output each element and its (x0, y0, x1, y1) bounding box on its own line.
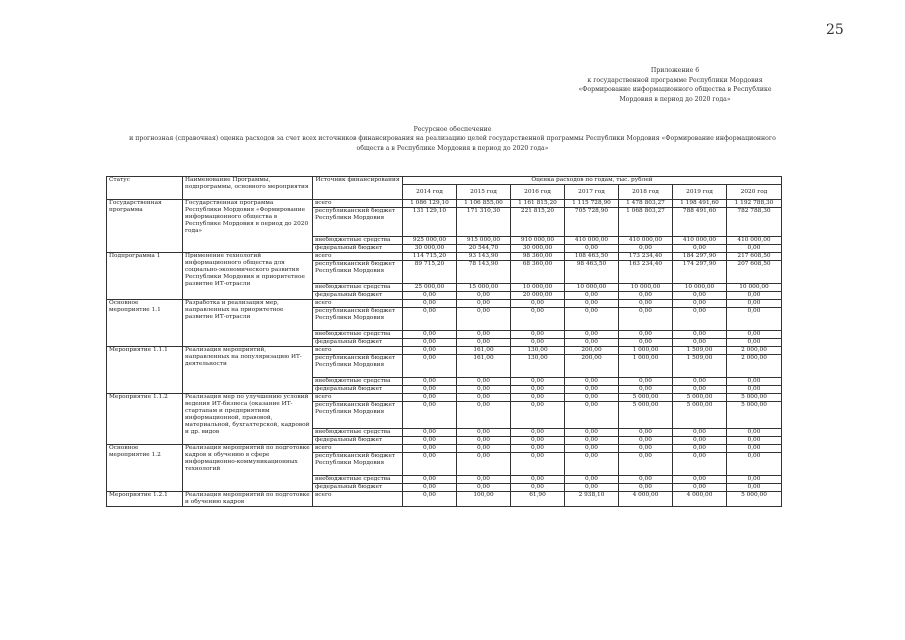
row-value: 5 000,00 (727, 394, 782, 402)
row-value: 0,00 (511, 378, 565, 386)
table-row (107, 492, 782, 507)
row-value: 10 000,00 (511, 284, 565, 292)
row-value: 0,00 (565, 292, 619, 300)
row-value: 0,00 (457, 429, 511, 437)
row-value: 0,00 (403, 445, 457, 453)
row-value: 0,00 (511, 339, 565, 347)
row-value: 130,00 (511, 355, 565, 378)
row-value: 25 000,00 (403, 284, 457, 292)
row-value: 217 608,50 (727, 253, 782, 261)
row-value: 15 000,00 (457, 284, 511, 292)
row-status: Мероприятие 1.1.1 (107, 347, 183, 394)
row-value: 0,00 (565, 245, 619, 253)
year-header: 2019 год (673, 185, 727, 200)
appendix-note (560, 66, 790, 104)
page-number: 25 (826, 22, 844, 38)
row-name: Реализация мер по улучшению условий ведения ИТ-бизнеса (оказание ИТ-стартапам и предприятиям информационной, правовой, материальной, бухгалтерской, кадровой и др. видов (183, 394, 313, 445)
row-value: 0,00 (565, 331, 619, 339)
row-value: 925 000,00 (403, 237, 457, 245)
row-value: 161,00 (457, 355, 511, 378)
resource-table (106, 176, 782, 507)
row-source: всего (313, 445, 403, 453)
row-source: республиканский бюджет Республики Мордовия (313, 355, 403, 378)
row-value: 0,00 (511, 394, 565, 402)
row-value: 0,00 (727, 386, 782, 394)
row-source: федеральный бюджет (313, 386, 403, 394)
row-value: 0,00 (403, 347, 457, 355)
row-value: 0,00 (403, 437, 457, 445)
row-value: 0,00 (511, 402, 565, 429)
year-header: 2014 год (403, 185, 457, 200)
row-value: 114 715,20 (403, 253, 457, 261)
table-row (107, 445, 782, 453)
row-value: 0,00 (565, 453, 619, 476)
row-value: 10 000,00 (565, 284, 619, 292)
row-value: 5 000,00 (619, 394, 673, 402)
row-value: 0,00 (511, 437, 565, 445)
row-value: 910 000,00 (511, 237, 565, 245)
row-source: внебюджетные средства (313, 378, 403, 386)
row-value: 0,00 (673, 445, 727, 453)
row-value: 0,00 (619, 484, 673, 492)
row-value: 30 000,00 (403, 245, 457, 253)
row-value: 1 478 803,27 (619, 200, 673, 208)
header-name: Наименование Программы, подпрограммы, основного мероприятия (183, 177, 313, 200)
row-value: 0,00 (619, 339, 673, 347)
row-value: 0,00 (673, 437, 727, 445)
row-value: 0,00 (403, 292, 457, 300)
row-source: федеральный бюджет (313, 437, 403, 445)
row-value: 4 000,00 (673, 492, 727, 507)
table-row (107, 253, 782, 261)
row-value: 0,00 (511, 386, 565, 394)
row-source: республиканский бюджет Республики Мордовия (313, 453, 403, 476)
row-value: 0,00 (511, 484, 565, 492)
row-value: 0,00 (403, 476, 457, 484)
row-value: 1 115 728,90 (565, 200, 619, 208)
row-value: 0,00 (673, 429, 727, 437)
row-value: 174 297,90 (673, 261, 727, 284)
row-value: 0,00 (673, 484, 727, 492)
row-value: 0,00 (457, 453, 511, 476)
row-value: 1 086 129,10 (403, 200, 457, 208)
row-value: 0,00 (727, 292, 782, 300)
row-value: 0,00 (565, 394, 619, 402)
row-source: внебюджетные средства (313, 429, 403, 437)
row-source: всего (313, 200, 403, 208)
row-source: всего (313, 347, 403, 355)
row-value: 161,00 (457, 347, 511, 355)
row-source: всего (313, 492, 403, 507)
row-value: 1 509,00 (673, 355, 727, 378)
row-value: 0,00 (565, 308, 619, 331)
row-value: 5 000,00 (619, 402, 673, 429)
year-header: 2018 год (619, 185, 673, 200)
row-value: 1 106 855,00 (457, 200, 511, 208)
row-source: республиканский бюджет Республики Мордовия (313, 308, 403, 331)
row-value: 108 463,50 (565, 253, 619, 261)
row-source: республиканский бюджет Республики Мордовия (313, 402, 403, 429)
row-value: 0,00 (727, 245, 782, 253)
row-value: 0,00 (673, 453, 727, 476)
row-value: 0,00 (727, 484, 782, 492)
row-source: федеральный бюджет (313, 484, 403, 492)
row-source: внебюджетные средства (313, 331, 403, 339)
row-value: 0,00 (727, 308, 782, 331)
row-source: федеральный бюджет (313, 245, 403, 253)
table-row (107, 300, 782, 308)
row-value: 0,00 (673, 300, 727, 308)
appendix-line: «Формирование информационного общества в Республике (578, 86, 772, 94)
row-value: 1 198 491,60 (673, 200, 727, 208)
document-title (100, 125, 805, 153)
row-value: 410 000,00 (565, 237, 619, 245)
year-header: 2017 год (565, 185, 619, 200)
year-header: 2016 год (511, 185, 565, 200)
row-value: 184 297,90 (673, 253, 727, 261)
row-value: 410 000,00 (673, 237, 727, 245)
row-value: 1 000,00 (619, 355, 673, 378)
row-value: 410 000,00 (619, 237, 673, 245)
row-value: 0,00 (619, 437, 673, 445)
row-value: 0,00 (727, 300, 782, 308)
row-value: 0,00 (457, 331, 511, 339)
row-value: 68 360,00 (511, 261, 565, 284)
row-value: 131 129,10 (403, 208, 457, 237)
row-value: 0,00 (565, 437, 619, 445)
row-value: 0,00 (565, 476, 619, 484)
row-value: 5 000,00 (673, 402, 727, 429)
row-value: 0,00 (619, 445, 673, 453)
row-value: 20 000,00 (511, 292, 565, 300)
row-value: 0,00 (457, 339, 511, 347)
row-value: 0,00 (457, 386, 511, 394)
row-value: 171 310,30 (457, 208, 511, 237)
row-value: 0,00 (727, 378, 782, 386)
row-value: 30 000,00 (511, 245, 565, 253)
row-value: 0,00 (619, 300, 673, 308)
row-value: 2 000,00 (727, 355, 782, 378)
row-value: 0,00 (673, 245, 727, 253)
row-source: внебюджетные средства (313, 237, 403, 245)
row-value: 0,00 (727, 331, 782, 339)
row-value: 0,00 (565, 339, 619, 347)
title-line: и прогнозная (справочная) оценка расходов за счет всех источников финансирования на реализацию целей государственной программы Республики Мордовия «Формирование информационного (129, 135, 776, 143)
header-source: Источник финансирования (313, 177, 403, 200)
row-value: 0,00 (403, 355, 457, 378)
row-value: 782 788,30 (727, 208, 782, 237)
row-value: 0,00 (727, 429, 782, 437)
year-header: 2020 год (727, 185, 782, 200)
row-value: 0,00 (565, 386, 619, 394)
row-source: всего (313, 253, 403, 261)
row-value: 100,00 (457, 492, 511, 507)
table-row (107, 394, 782, 402)
row-value: 0,00 (619, 378, 673, 386)
header-status: Статус (107, 177, 183, 200)
row-source: республиканский бюджет Республики Мордовия (313, 208, 403, 237)
row-value: 4 000,00 (619, 492, 673, 507)
row-value: 0,00 (403, 429, 457, 437)
table-row (107, 347, 782, 355)
row-value: 0,00 (673, 378, 727, 386)
row-value: 2 938,10 (565, 492, 619, 507)
row-value: 0,00 (511, 308, 565, 331)
row-value: 0,00 (403, 378, 457, 386)
row-value: 0,00 (565, 429, 619, 437)
row-status: Основное мероприятие 1.1 (107, 300, 183, 347)
row-value: 0,00 (673, 386, 727, 394)
appendix-line: Приложение 6 (650, 67, 700, 74)
title-line: обществ а в Республике Мордовия в период до 2020 года» (356, 144, 549, 152)
row-value: 200,00 (565, 355, 619, 378)
row-source: внебюджетные средства (313, 284, 403, 292)
row-value: 0,00 (511, 445, 565, 453)
row-value: 0,00 (457, 445, 511, 453)
row-value: 20 544,70 (457, 245, 511, 253)
row-value: 0,00 (403, 308, 457, 331)
row-value: 0,00 (565, 484, 619, 492)
row-name: Реализация мероприятий по подготовке и обучению кадров (183, 492, 313, 507)
row-source: федеральный бюджет (313, 292, 403, 300)
row-value: 163 234,40 (619, 261, 673, 284)
row-value: 0,00 (565, 445, 619, 453)
row-source: внебюджетные средства (313, 476, 403, 484)
row-value: 93 143,90 (457, 253, 511, 261)
row-name: Реализация мероприятий, направленных на популяризацию ИТ-деятельности (183, 347, 313, 394)
row-value: 1 161 815,20 (511, 200, 565, 208)
row-value: 0,00 (457, 437, 511, 445)
row-value: 78 143,90 (457, 261, 511, 284)
row-value: 0,00 (457, 476, 511, 484)
appendix-line: Мордовия в период до 2020 года» (619, 95, 731, 103)
row-value: 5 000,00 (727, 402, 782, 429)
row-status: Государственная программа (107, 200, 183, 253)
row-value: 0,00 (565, 300, 619, 308)
row-value: 0,00 (511, 476, 565, 484)
row-value: 98 463,50 (565, 261, 619, 284)
row-value: 0,00 (403, 492, 457, 507)
row-value: 200,00 (565, 347, 619, 355)
row-source: всего (313, 300, 403, 308)
row-value: 0,00 (457, 402, 511, 429)
row-value: 0,00 (457, 300, 511, 308)
row-value: 0,00 (673, 292, 727, 300)
row-value: 1 509,00 (673, 347, 727, 355)
table-row (107, 200, 782, 208)
row-value: 0,00 (619, 476, 673, 484)
row-value: 0,00 (619, 453, 673, 476)
row-value: 0,00 (457, 378, 511, 386)
row-status: Мероприятие 1.1.2 (107, 394, 183, 445)
row-source: республиканский бюджет Республики Мордовия (313, 261, 403, 284)
row-status: Основное мероприятие 1.2 (107, 445, 183, 492)
row-value: 0,00 (673, 476, 727, 484)
row-source: всего (313, 394, 403, 402)
row-value: 1 068 803,27 (619, 208, 673, 237)
row-value: 0,00 (403, 386, 457, 394)
row-value: 915 000,00 (457, 237, 511, 245)
row-value: 10 000,00 (727, 284, 782, 292)
row-value: 2 000,00 (727, 347, 782, 355)
row-value: 0,00 (403, 453, 457, 476)
row-value: 0,00 (565, 402, 619, 429)
row-value: 705 728,90 (565, 208, 619, 237)
row-value: 221 815,20 (511, 208, 565, 237)
row-name: Государственная программа Республики Мордовия «Формирование информационного общества в Республике Мордовия в период до 2020 года» (183, 200, 313, 253)
row-value: 0,00 (619, 308, 673, 331)
row-value: 0,00 (403, 484, 457, 492)
row-value: 0,00 (673, 331, 727, 339)
row-value: 0,00 (511, 331, 565, 339)
row-name: Применение технологий информационного общества для социально-экономического развития Республики Мордовия и приоритетное развитие ИТ-отрасли (183, 253, 313, 300)
row-value: 788 491,60 (673, 208, 727, 237)
row-value: 0,00 (727, 476, 782, 484)
row-value: 89 715,20 (403, 261, 457, 284)
row-value: 130,00 (511, 347, 565, 355)
row-value: 0,00 (619, 386, 673, 394)
row-value: 1 192 788,30 (727, 200, 782, 208)
row-value: 0,00 (457, 292, 511, 300)
row-value: 0,00 (565, 378, 619, 386)
row-value: 0,00 (403, 402, 457, 429)
row-status: Подпрограмма 1 (107, 253, 183, 300)
row-value: 98 360,00 (511, 253, 565, 261)
row-value: 0,00 (403, 339, 457, 347)
row-value: 207 608,50 (727, 261, 782, 284)
row-value: 0,00 (511, 429, 565, 437)
row-value: 173 234,40 (619, 253, 673, 261)
appendix-line: к государственной программе Республики Мордовия (587, 76, 763, 84)
row-value: 0,00 (403, 331, 457, 339)
row-name: Разработка и реализация мер, направленных на приоритетное развитие ИТ-отрасли (183, 300, 313, 347)
row-value: 0,00 (403, 300, 457, 308)
row-value: 5 000,00 (673, 394, 727, 402)
row-value: 410 000,00 (727, 237, 782, 245)
row-value: 5 000,00 (727, 492, 782, 507)
row-value: 10 000,00 (673, 284, 727, 292)
row-value: 0,00 (727, 445, 782, 453)
row-value: 0,00 (511, 300, 565, 308)
row-value: 0,00 (619, 292, 673, 300)
row-value: 10 000,00 (619, 284, 673, 292)
row-value: 0,00 (727, 453, 782, 476)
title-line: Ресурсное обеспечение (413, 126, 492, 133)
row-value: 0,00 (727, 339, 782, 347)
row-value: 0,00 (727, 437, 782, 445)
header-estimate: Оценка расходов по годам, тыс. рублей (403, 177, 782, 185)
row-value: 0,00 (403, 394, 457, 402)
row-value: 0,00 (619, 245, 673, 253)
row-value: 0,00 (457, 308, 511, 331)
row-value: 0,00 (619, 429, 673, 437)
table-body (107, 200, 782, 507)
row-value: 1 000,00 (619, 347, 673, 355)
row-value: 0,00 (673, 308, 727, 331)
row-value: 0,00 (673, 339, 727, 347)
row-value: 0,00 (457, 394, 511, 402)
row-name: Реализация мероприятий по подготовке кадров и обучению в сфере информационно-коммуникационных технологий (183, 445, 313, 492)
row-value: 0,00 (457, 484, 511, 492)
row-status: Мероприятие 1.2.1 (107, 492, 183, 507)
row-value: 0,00 (619, 331, 673, 339)
year-header: 2015 год (457, 185, 511, 200)
row-source: федеральный бюджет (313, 339, 403, 347)
row-value: 0,00 (511, 453, 565, 476)
row-value: 61,90 (511, 492, 565, 507)
